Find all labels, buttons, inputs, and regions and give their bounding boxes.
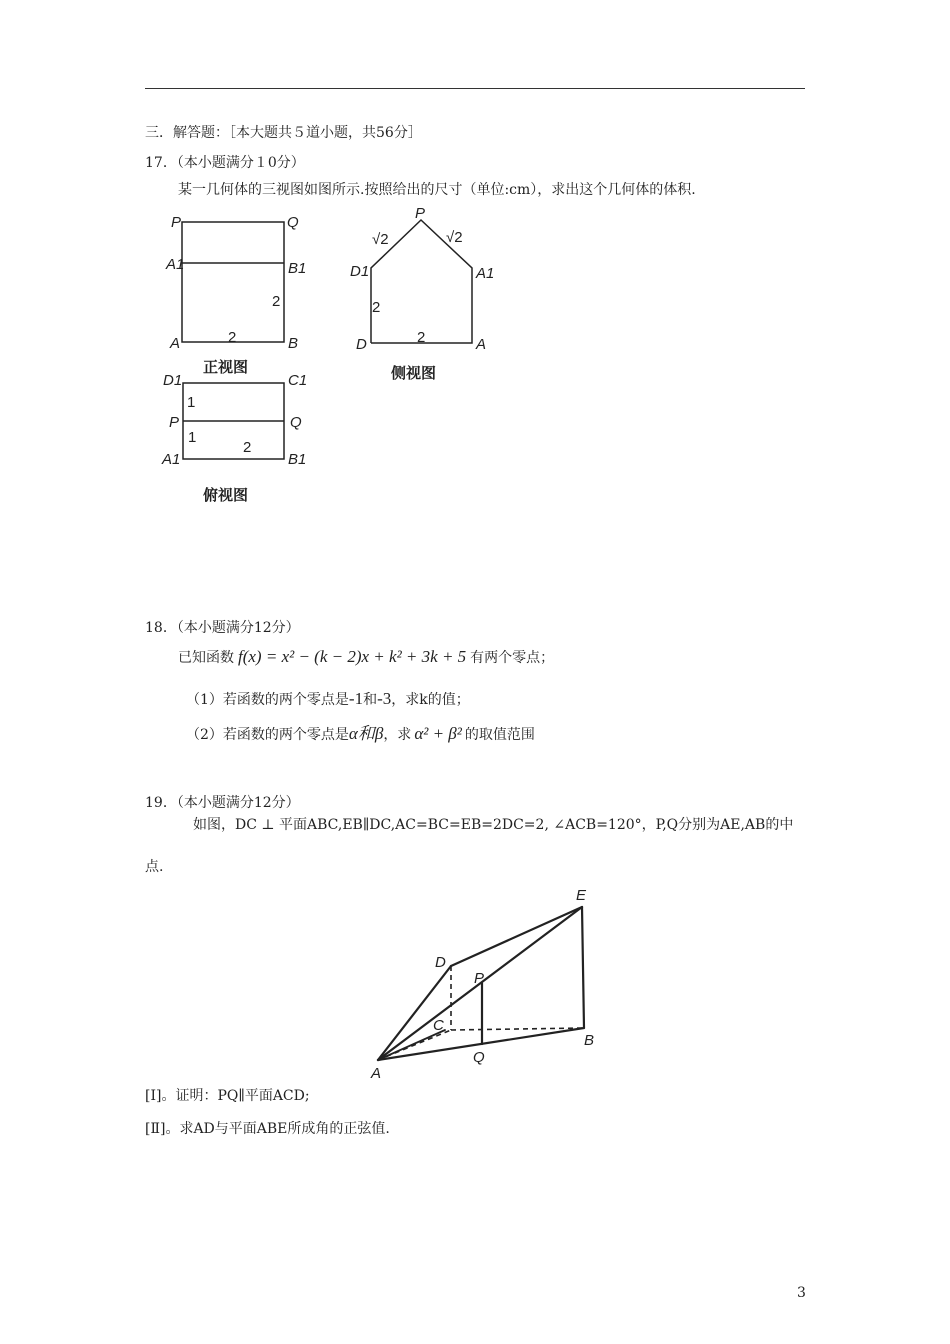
top-label-d1: D1 xyxy=(163,372,183,389)
top-view xyxy=(161,372,307,504)
front-label-q: Q xyxy=(287,214,299,231)
q18-part2-prefix: （2）若函数的两个零点是 xyxy=(186,727,349,743)
side-label-p: P xyxy=(415,205,426,222)
q19-heading: 19．（本小题满分12分） xyxy=(145,795,300,811)
fig-label-c: C xyxy=(433,1017,444,1034)
front-label-a: A xyxy=(170,335,181,352)
q19-part1: [Ⅰ]。证明：PQ∥平面ACD; xyxy=(145,1088,310,1104)
q18-heading: 18．（本小题满分12分） xyxy=(145,620,300,636)
q19-part2: [Ⅱ]。求AD与平面ABE所成角的正弦值. xyxy=(145,1121,390,1137)
top-dim-lower: 1 xyxy=(188,429,197,446)
q18-part2-expression: α² + β² xyxy=(414,724,462,743)
top-label-p: P xyxy=(169,414,180,431)
section-header: 三．解答题：［本大题共５道小题，共56分］ xyxy=(145,125,422,141)
side-label-d1: D1 xyxy=(350,263,370,280)
q19-text-line1: 如图，DC ⊥ 平面ABC,EB∥DC,AC=BC=EB=2DC=2, ∠ACB=120°，P,Q分别为AE,AB的中 xyxy=(193,817,794,833)
side-dim-width: 2 xyxy=(417,329,426,346)
q19-text-line2: 点. xyxy=(145,859,164,875)
side-dim-left-slope: √2 xyxy=(372,231,389,248)
front-label-b1: B1 xyxy=(288,260,307,277)
top-view-caption: 俯视图 xyxy=(203,487,249,504)
fig-label-a: A xyxy=(371,1065,382,1082)
side-label-d: D xyxy=(356,336,367,353)
q18-part2-suffix: 的取值范围 xyxy=(464,727,535,743)
page-number: 3 xyxy=(797,1285,806,1301)
front-label-a1: A1 xyxy=(166,256,185,273)
side-view-caption: 侧视图 xyxy=(391,365,437,382)
top-label-c1: C1 xyxy=(288,372,308,389)
front-label-b: B xyxy=(288,335,299,352)
top-label-a1: A1 xyxy=(162,451,181,468)
q18-intro-suffix: 有两个零点； xyxy=(470,650,555,666)
q18-part1-prefix: （1）若函数的两个零点是 xyxy=(186,692,349,708)
front-view-caption: 正视图 xyxy=(203,359,249,376)
top-label-b1: B1 xyxy=(288,451,307,468)
q18-part1 xyxy=(186,689,470,709)
q17-three-views-figure xyxy=(150,200,500,510)
fig-label-p: P xyxy=(474,970,485,987)
q17-heading: 17．（本小题满分１0分） xyxy=(145,155,305,171)
q18-part2 xyxy=(186,719,535,744)
header-rule xyxy=(145,88,805,89)
fig-label-b: B xyxy=(584,1032,595,1049)
q18-part1-root1: -1 xyxy=(348,689,364,708)
q18-part2-roots: α和β xyxy=(348,724,384,743)
top-dim-width: 2 xyxy=(243,439,252,456)
front-dim-height: 2 xyxy=(272,293,281,310)
fig-label-d: D xyxy=(435,954,446,971)
q17-text: 某一几何体的三视图如图所示.按照给出的尺寸（单位:cm），求出这个几何体的体积. xyxy=(178,182,696,198)
front-dim-width: 2 xyxy=(228,329,237,346)
front-label-p: P xyxy=(171,214,182,231)
q18-part2-mid: ，求 xyxy=(383,727,412,743)
q18-part1-mid: 和 xyxy=(363,692,378,708)
q18-part1-root2: -3 xyxy=(377,689,392,708)
fig-label-e: E xyxy=(576,887,587,904)
side-label-a: A xyxy=(476,336,487,353)
fig-label-q: Q xyxy=(473,1049,485,1066)
q18-part1-suffix: ，求k的值； xyxy=(391,692,470,708)
q18-function: f(x) = x² − (k − 2)x + k² + 3k + 5 xyxy=(238,647,467,666)
side-view xyxy=(350,205,494,382)
side-dim-right-slope: √2 xyxy=(446,229,463,246)
q19-solid-figure xyxy=(365,882,615,1082)
top-label-q: Q xyxy=(290,414,302,431)
side-label-a1: A1 xyxy=(476,265,495,282)
front-view xyxy=(165,214,306,376)
q18-intro-prefix: 已知函数 xyxy=(178,650,234,666)
side-dim-height: 2 xyxy=(372,299,381,316)
q18-intro xyxy=(178,647,554,667)
top-dim-upper: 1 xyxy=(187,394,196,411)
